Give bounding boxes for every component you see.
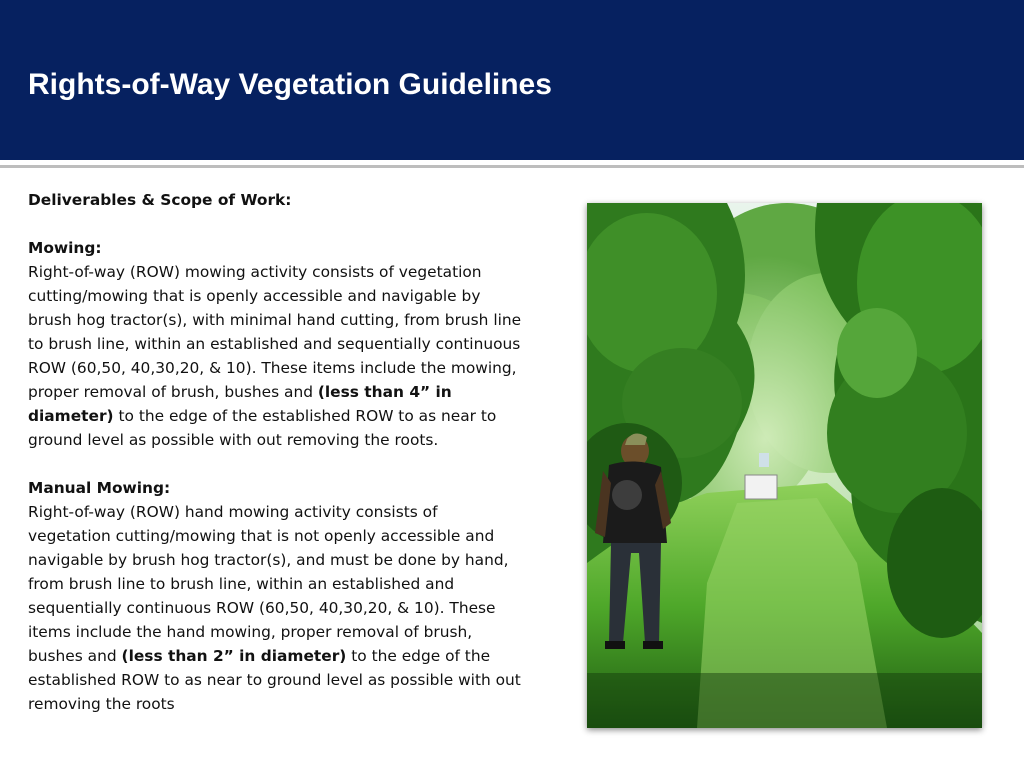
mowing-text-1: Right-of-way (ROW) mowing activity consists of vegetation cutting/mowing that is openly accessible and navigable by brush hog tractor(s), with minimal hand cutting, from brush line to brush line, within an established and sequentially continuous ROW (60,50, 40,30,20, & 10). These items include the mowing, proper removal of brush, bushes and <box>28 263 522 401</box>
title-bar <box>0 0 1024 160</box>
row-path-photo <box>587 203 982 728</box>
manual-mowing-paragraph <box>28 500 523 716</box>
section-heading: Deliverables & Scope of Work: <box>28 191 292 209</box>
mowing-heading: Mowing: <box>28 239 102 257</box>
mowing-diameter-note: (less than 4” in diameter) <box>28 383 452 425</box>
header-divider <box>0 165 1024 168</box>
manual-mowing-text-1: Right-of-way (ROW) hand mowing activity consists of vegetation cutting/mowing that is not openly accessible and navigable by brush hog tractor(s), and must be done by hand, from brush line to brush line, within an established and sequentially continuous ROW (60,50, 40,30,20, & 10). These items include the hand mowing, proper removal of brush, bushes and <box>28 503 509 665</box>
forest-path-illustration <box>587 203 982 728</box>
slide-title: Rights-of-Way Vegetation Guidelines <box>28 68 552 101</box>
mowing-paragraph <box>28 260 523 452</box>
manual-mowing-heading: Manual Mowing: <box>28 479 171 497</box>
mowing-text-2: to the edge of the established ROW to as near to ground level as possible with out removing the roots. <box>28 407 497 449</box>
body-text <box>28 188 523 716</box>
manual-mowing-text-2: to the edge of the established ROW to as near to ground level as possible with out removing the roots <box>28 647 521 713</box>
manual-mowing-diameter-note: (less than 2” in diameter) <box>121 647 347 665</box>
